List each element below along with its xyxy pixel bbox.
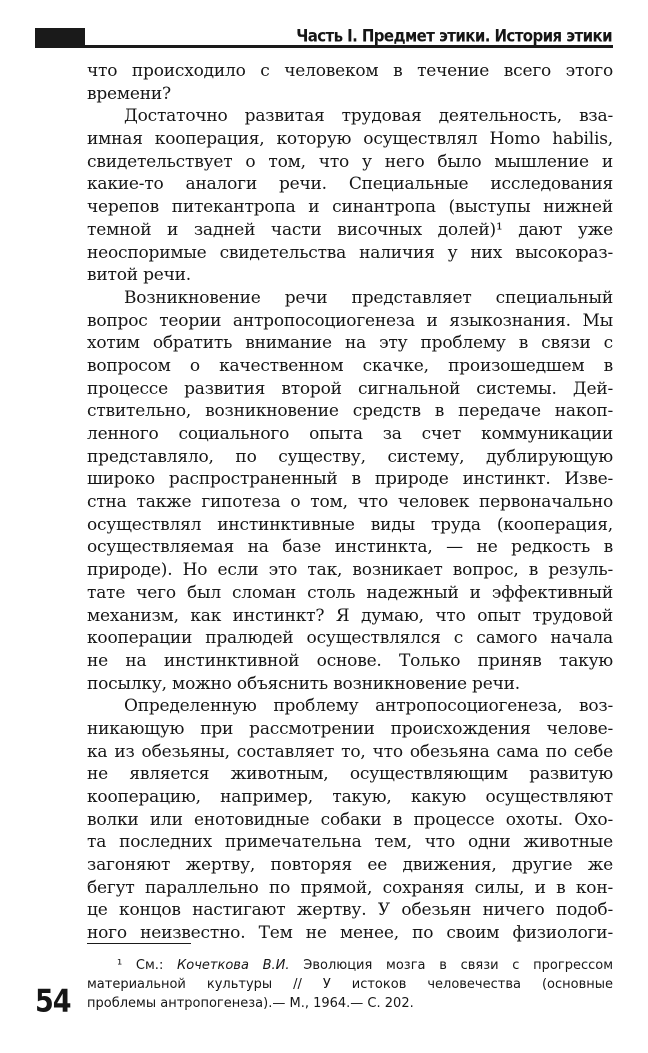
footnote-line: материальной культуры // У истоков человечества (основные xyxy=(87,977,613,992)
text-line: хотим обратить внимание на эту проблему в связи с xyxy=(87,333,613,354)
text-line: Определенную проблему антропосоциогенеза, воз- xyxy=(124,696,613,717)
running-head: Часть I. Предмет этики. История этики xyxy=(296,26,612,46)
text-line: витой речи. xyxy=(87,265,191,286)
text-line: вопрос теории антропосоциогенеза и языкознания. Мы xyxy=(87,310,613,331)
text-line: кооперацию, например, такую, какую осуществляют xyxy=(87,787,613,807)
text-line: Достаточно развитая трудовая деятельность, вза- xyxy=(124,106,613,127)
text-line: механизм, как инстинкт? Я думаю, что опыт трудовой xyxy=(87,605,613,626)
text-line: ленного социального опыта за счет коммуникации xyxy=(87,424,613,444)
text-line: черепов питекантропа и синантропа (выступы нижней xyxy=(87,197,613,218)
text-line: осуществлял инстинктивные виды труда (кооперация, xyxy=(87,514,613,535)
header-bar xyxy=(35,28,85,46)
text-line: имная кооперация, которую осуществлял Homo habilis, xyxy=(87,129,613,150)
text-line: ного неизвестно. Тем не менее, по своим физиологи- xyxy=(87,923,613,944)
text-line: ка из обезьяны, составляет то, что обезьяна сама по себе xyxy=(87,741,613,762)
text-line: волки или енотовидные собаки в процессе охоты. Охо- xyxy=(87,809,613,830)
text-line: представляло, по существу, систему, дублирующую xyxy=(87,446,613,467)
text-line: неоспоримые свидетельства наличия у них высокораз- xyxy=(87,242,613,263)
text-line: та последних примечательна тем, что одни животные xyxy=(87,832,613,853)
text-line: какие-то аналоги речи. Специальные исследования xyxy=(87,174,613,195)
text-line: темной и задней части височных долей)¹ дают уже xyxy=(87,219,613,240)
text-line: посылку, можно объяснить возникновение речи. xyxy=(87,673,520,694)
text-line: загоняют жертву, повторяя ее движения, другие же xyxy=(87,855,613,876)
text-line: не является животным, осуществляющим развитую xyxy=(87,764,613,785)
footnote xyxy=(87,956,613,1013)
text-line: широко распространенный в природе инстинкт. Изве- xyxy=(87,469,613,490)
footnote-line: проблемы антропогенеза).— М., 1964.— С. 202. xyxy=(87,996,414,1011)
text-line: не на инстинктивной основе. Только приняв такую xyxy=(87,650,613,671)
text-line: тате чего был сломан столь надежный и эффективный xyxy=(87,582,613,603)
text-line: Возникновение речи представляет специальный xyxy=(124,287,613,308)
footnote-title: Эволюция мозга в связи с прогрессом xyxy=(289,958,614,973)
text-line: времени? xyxy=(87,83,171,104)
body-text xyxy=(87,60,613,945)
text-line: никающую при рассмотрении происхождения челове- xyxy=(87,718,613,739)
footnote-rule xyxy=(87,943,191,944)
text-line: бегут параллельно по прямой, сохраняя силы, и в кон- xyxy=(87,877,613,898)
text-line: ствительно, возникновение средств в передаче накоп- xyxy=(87,401,613,422)
footnote-line xyxy=(87,956,613,975)
text-line: стна также гипотеза о том, что человек первоначально xyxy=(87,492,613,513)
text-line: вопросом о качественном скачке, произошедшем в xyxy=(87,355,613,376)
text-line: природе). Но если это так, возникает вопрос, в резуль- xyxy=(87,560,613,581)
text-line: свидетельствует о том, что у него было мышление и xyxy=(87,151,613,172)
page-number: 54 xyxy=(35,984,71,1020)
text-line: процессе развития второй сигнальной системы. Дей- xyxy=(87,378,613,399)
text-line: кооперации пралюдей осуществлялся с самого начала xyxy=(87,628,613,649)
text-line: осуществляемая на базе инстинкта, — не редкость в xyxy=(87,537,613,558)
text-line: что происходило с человеком в течение всего этого xyxy=(87,61,613,81)
footnote-marker: ¹ См.: xyxy=(117,958,178,973)
footnote-author: Кочеткова В.И. xyxy=(177,958,290,973)
text-line: це концов настигают жертву. У обезьян ничего подоб- xyxy=(87,900,613,921)
